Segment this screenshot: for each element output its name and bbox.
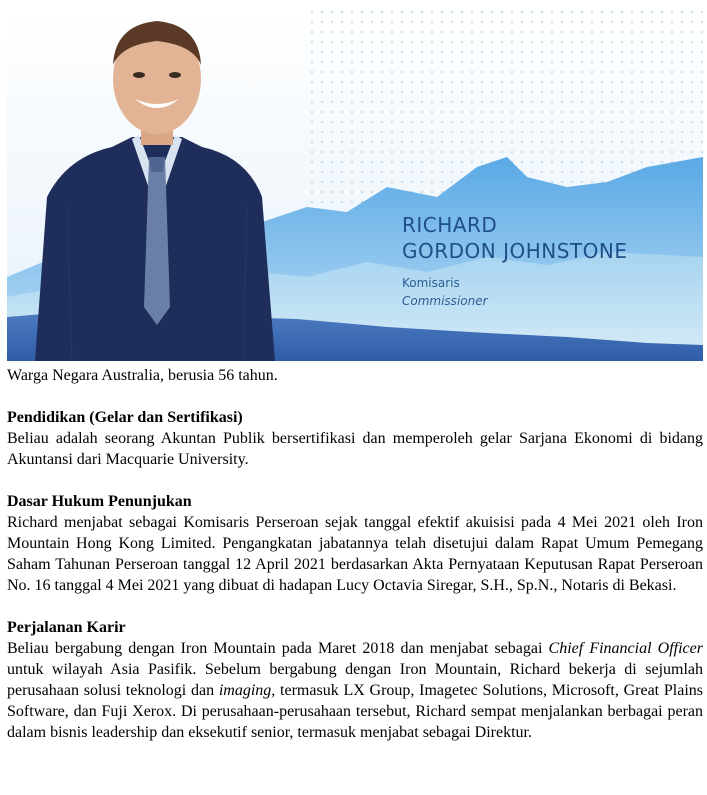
section-heading-legal-basis: Dasar Hukum Penunjukan [7, 493, 192, 510]
career-term-imaging: imaging [218, 682, 272, 699]
intro-text: Warga Negara Australia, berusia 56 tahun. [7, 367, 278, 384]
career-text-2: untuk wilayah Asia Pasifik. Sebelum bergabung dengan Iron Mountain, Richard bekerja di sejumlah perusahaan solusi teknologi dan [7, 661, 703, 699]
profile-role-indonesian: Komisaris [402, 276, 460, 290]
career-text-3: , termasuk LX Group, Imagetec Solutions, Microsoft, Great Plains Software, dan Fuji Xerox. Di perusahaan-perusahaan tersebut, Richard sempat menjalankan berbagai peran dalam bisnis leadership dan eksekutif senior, termasuk menjabat sebagai Direktur. [7, 682, 703, 741]
profile-name-first: RICHARD [402, 213, 498, 237]
career-term-cfo: Chief Financial Officer [548, 640, 703, 657]
profile-banner [7, 7, 703, 361]
section-body-legal-basis: Richard menjabat sebagai Komisaris Perseroan sejak tanggal efektif akuisisi pada 4 Mei 2021 oleh Iron Mountain Hong Kong Limited. Pengangkatan jabatannya telah disetujui dalam Rapat Umum Pemegang Saham Tahunan Perseroan tanggal 12 April 2021 berdasarkan Akta Pernyataan Keputusan Rapat Perseroan No. 16 tanggal 4 Mei 2021 yang dibuat di hadapan Lucy Octavia Siregar, S.H., Sp.N., Notaris di Bekasi. [7, 514, 703, 594]
banner-background [7, 7, 703, 361]
section-heading-education: Pendidikan (Gelar dan Sertifikasi) [7, 409, 243, 426]
profile-role-english: Commissioner [402, 294, 488, 308]
section-body-career [7, 638, 703, 743]
section-body-education: Beliau adalah seorang Akuntan Publik bersertifikasi dan memperoleh gelar Sarjana Ekonomi di bidang Akuntansi dari Macquarie University. [7, 430, 703, 468]
section-heading-career: Perjalanan Karir [7, 619, 126, 636]
profile-name-rest: GORDON JOHNSTONE [402, 239, 628, 263]
profile-content [7, 365, 703, 743]
career-text-1: Beliau bergabung dengan Iron Mountain pada Maret 2018 dan menjabat sebagai [7, 640, 549, 657]
